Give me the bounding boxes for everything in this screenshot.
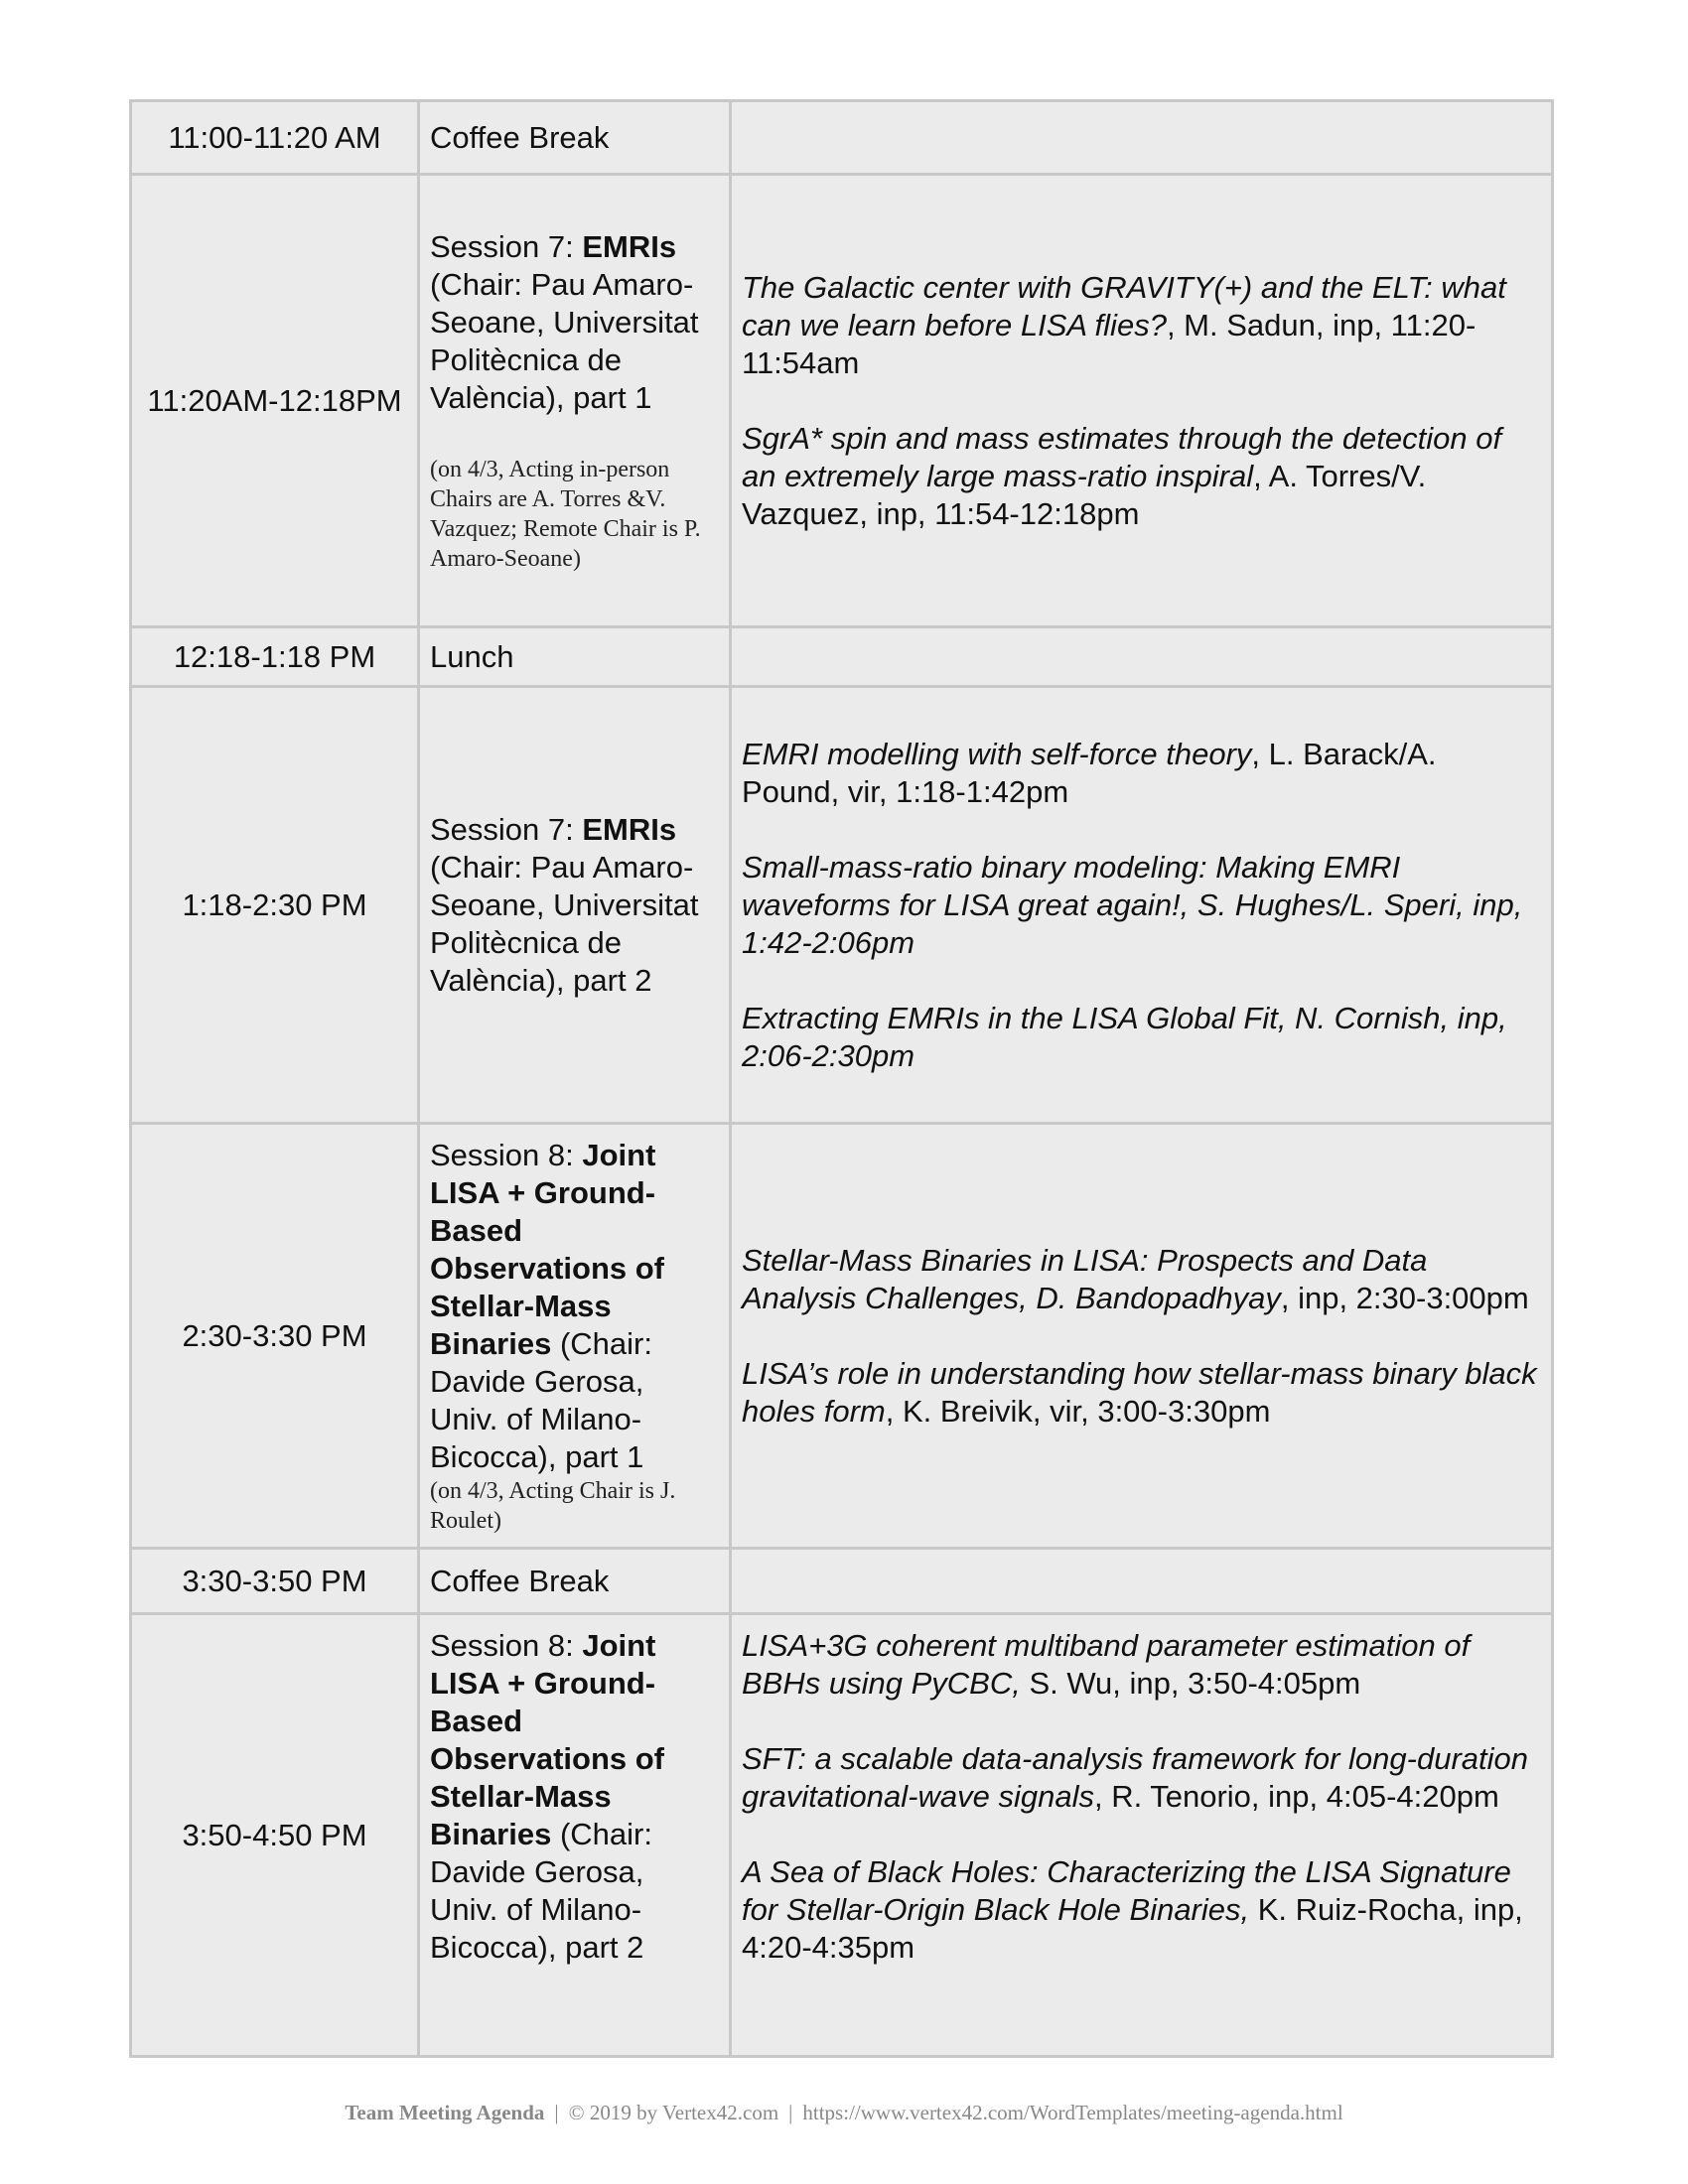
talk-title: Extracting EMRIs in the LISA Global Fit, N. Cornish, inp, 2:06-2:30pm bbox=[742, 1000, 1507, 1073]
talk-item bbox=[742, 1853, 1541, 1967]
talk-title: EMRI modelling with self-force theory bbox=[742, 736, 1252, 771]
session-cell: Coffee Break bbox=[419, 1549, 731, 1614]
session-description: Session 8: Joint LISA + Ground-Based Observations of Stellar-Mass Binaries (Chair: Davide Gerosa, Univ. of Milano-Bicocca), part 1 bbox=[430, 1137, 664, 1474]
talk-title: Small-mass-ratio binary modeling: Making EMRI waveforms for LISA great again!, S. Hughes/L. Speri, inp, 1:42-2:06pm bbox=[742, 849, 1523, 960]
talks-cell bbox=[731, 1549, 1553, 1614]
talk-item bbox=[742, 1000, 1541, 1075]
session-topic: EMRIs bbox=[582, 228, 677, 264]
session-note: (on 4/3, Acting Chair is J. Roulet) bbox=[430, 1477, 676, 1534]
talk-item bbox=[742, 1242, 1541, 1317]
talks-cell bbox=[731, 101, 1553, 175]
talks-cell bbox=[731, 1124, 1553, 1549]
session-topic: EMRIs bbox=[582, 811, 677, 847]
footer-brand: Team Meeting Agenda bbox=[345, 2101, 545, 2124]
talk-title: LISA+3G coherent multiband parameter estimation of BBHs using PyCBC, bbox=[742, 1628, 1471, 1701]
session-topic: Joint LISA + Ground-Based Observations of Stellar-Mass Binaries bbox=[430, 1628, 664, 1851]
session-description: Session 8: Joint LISA + Ground-Based Observations of Stellar-Mass Binaries (Chair: Davide Gerosa, Univ. of Milano-Bicocca), part 2 bbox=[430, 1628, 664, 1965]
talk-title: A Sea of Black Holes: Characterizing the LISA Signature for Stellar-Origin Black Hole Binaries, bbox=[742, 1854, 1511, 1927]
talk-details: , L. Barack/A. Pound, vir, 1:18-1:42pm bbox=[742, 736, 1437, 809]
time-cell: 2:30-3:30 PM bbox=[131, 1124, 419, 1549]
session-cell: Coffee Break bbox=[419, 101, 731, 175]
talk-item bbox=[742, 736, 1541, 811]
time-cell: 1:18-2:30 PM bbox=[131, 687, 419, 1124]
time-cell: 12:18-1:18 PM bbox=[131, 627, 419, 687]
talk-item bbox=[742, 1627, 1541, 1703]
talk-title: Stellar-Mass Binaries in LISA: Prospects and Data Analysis Challenges, D. Bandopadhyay bbox=[742, 1242, 1428, 1315]
time-cell: 3:50-4:50 PM bbox=[131, 1614, 419, 2057]
agenda-row bbox=[131, 1549, 1553, 1614]
talks-cell bbox=[731, 1614, 1553, 2057]
agenda-row bbox=[131, 1124, 1553, 1549]
time-cell: 11:00-11:20 AM bbox=[131, 101, 419, 175]
talk-details: K. Ruiz-Rocha, inp, 4:20-4:35pm bbox=[742, 1892, 1523, 1965]
talk-title: LISA’s role in understanding how stellar-mass binary black holes form bbox=[742, 1355, 1537, 1429]
time-cell: 3:30-3:50 PM bbox=[131, 1549, 419, 1614]
session-description: Session 7: EMRIs (Chair: Pau Amaro-Seoane, Universitat Politècnica de València), part 1 bbox=[430, 228, 699, 415]
talks-cell bbox=[731, 175, 1553, 627]
talk-item bbox=[742, 420, 1541, 533]
talk-details: S. Wu, inp, 3:50-4:05pm bbox=[1020, 1666, 1361, 1701]
session-description: Session 7: EMRIs (Chair: Pau Amaro-Seoane, Universitat Politècnica de València), part 2 bbox=[430, 811, 699, 998]
session-note: (on 4/3, Acting in-person Chairs are A. Torres &V. Vazquez; Remote Chair is P. Amaro-Seoane) bbox=[430, 456, 701, 572]
agenda-row bbox=[131, 1614, 1553, 2057]
talk-item bbox=[742, 1355, 1541, 1431]
talks-cell bbox=[731, 687, 1553, 1124]
talk-item bbox=[742, 849, 1541, 962]
talk-details: , R. Tenorio, inp, 4:05-4:20pm bbox=[1093, 1779, 1499, 1814]
talk-item bbox=[742, 269, 1541, 382]
page-footer bbox=[0, 2101, 1688, 2125]
agenda-row bbox=[131, 627, 1553, 687]
talk-title: SgrA* spin and mass estimates through the detection of an extremely large mass-ratio inspiral bbox=[742, 420, 1502, 493]
talk-details: , K. Breivik, vir, 3:00-3:30pm bbox=[885, 1393, 1271, 1429]
time-cell: 11:20AM-12:18PM bbox=[131, 175, 419, 627]
session-cell bbox=[419, 1614, 731, 2057]
talks-cell bbox=[731, 627, 1553, 687]
session-cell bbox=[419, 1124, 731, 1549]
talk-item bbox=[742, 1740, 1541, 1816]
agenda-row bbox=[131, 101, 1553, 175]
session-topic: Joint LISA + Ground-Based Observations of Stellar-Mass Binaries bbox=[430, 1137, 664, 1361]
footer-copyright: © 2019 by Vertex42.com bbox=[568, 2101, 779, 2124]
footer-url[interactable]: https://www.vertex42.com/WordTemplates/meeting-agenda.html bbox=[802, 2101, 1343, 2124]
talk-details: , A. Torres/V. Vazquez, inp, 11:54-12:18pm bbox=[742, 458, 1427, 531]
agenda-row bbox=[131, 175, 1553, 627]
talk-title: The Galactic center with GRAVITY(+) and the ELT: what can we learn before LISA flies? bbox=[742, 269, 1506, 342]
session-cell bbox=[419, 687, 731, 1124]
agenda-table bbox=[129, 99, 1554, 2058]
talk-details: , inp, 2:30-3:00pm bbox=[1280, 1280, 1529, 1315]
talk-title: SFT: a scalable data-analysis framework for long-duration gravitational-wave signals bbox=[742, 1741, 1528, 1814]
footer-separator: | bbox=[554, 2101, 559, 2124]
footer-separator: | bbox=[788, 2101, 793, 2124]
agenda-row bbox=[131, 687, 1553, 1124]
session-cell bbox=[419, 175, 731, 627]
talk-details: , M. Sadun, inp, 11:20-11:54am bbox=[742, 307, 1477, 380]
session-cell: Lunch bbox=[419, 627, 731, 687]
